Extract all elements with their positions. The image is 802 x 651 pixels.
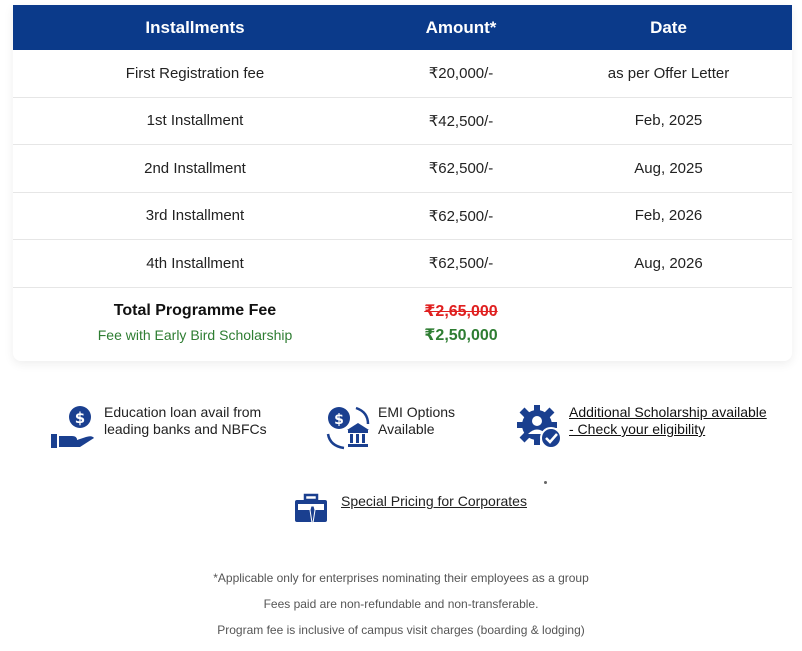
gear-user-check-icon (516, 404, 564, 450)
installment-date: Aug, 2025 (634, 159, 703, 177)
corporate-pricing-link[interactable]: Special Pricing for Corporates (341, 493, 527, 509)
installment-name: 4th Installment (146, 254, 244, 272)
total-section (13, 288, 792, 359)
loan-hand-coin-icon (50, 404, 100, 450)
total-fee-original: ₹2,65,000 (424, 303, 498, 320)
header-amount: Amount* (425, 17, 497, 37)
installment-name: 3rd Installment (145, 207, 245, 225)
installment-amount: ₹62,500/- (428, 160, 494, 178)
header-installments: Installments (145, 17, 245, 37)
installment-amount: ₹62,500/- (428, 255, 494, 273)
installment-date: Aug, 2026 (634, 254, 703, 272)
installment-date: Feb, 2025 (634, 112, 703, 130)
table-row (13, 240, 792, 288)
installment-amount: ₹42,500/- (428, 112, 494, 130)
note-group-enterprises: *Applicable only for enterprises nominating their employees as a group (213, 571, 589, 585)
note-non-refundable: Fees paid are non-refundable and non-transferable. (263, 597, 539, 611)
installment-name: 1st Installment (146, 112, 244, 130)
feature-scholarship[interactable] (516, 404, 767, 450)
fee-table (13, 5, 792, 361)
scholarship-fee-label: Fee with Early Bird Scholarship (97, 327, 293, 343)
installment-amount: ₹20,000/- (428, 65, 494, 83)
scholarship-link-line1[interactable]: Additional Scholarship available (569, 404, 767, 420)
decorative-dot (544, 481, 547, 484)
table-row (13, 145, 792, 193)
emi-cycle-icon (324, 404, 372, 450)
installment-name: First Registration fee (125, 64, 265, 82)
table-row (13, 50, 792, 98)
svg-text:$: $ (74, 409, 86, 427)
scholarship-fee-amount: ₹2,50,000 (424, 327, 498, 344)
feature-corporate[interactable] (294, 492, 527, 532)
svg-text:$: $ (334, 412, 344, 428)
table-row (13, 98, 792, 146)
briefcase-tie-icon (294, 492, 330, 532)
feature-education-loan (50, 404, 284, 450)
loan-text: Education loan avail from leading banks and NBFCs (104, 404, 267, 437)
scholarship-link-line2[interactable]: - Check your eligibility (569, 421, 706, 437)
table-row (13, 193, 792, 241)
installment-amount: ₹62,500/- (428, 207, 494, 225)
installment-date: Feb, 2026 (634, 207, 703, 225)
table-header (13, 5, 792, 50)
note-campus-visit: Program fee is inclusive of campus visit charges (boarding & lodging) (217, 623, 585, 637)
emi-text: EMI Options Available (378, 404, 456, 437)
installment-name: 2nd Installment (144, 159, 246, 177)
total-fee-label: Total Programme Fee (113, 302, 277, 319)
installment-date: as per Offer Letter (607, 64, 730, 82)
feature-emi (324, 404, 478, 450)
header-date: Date (650, 17, 687, 37)
